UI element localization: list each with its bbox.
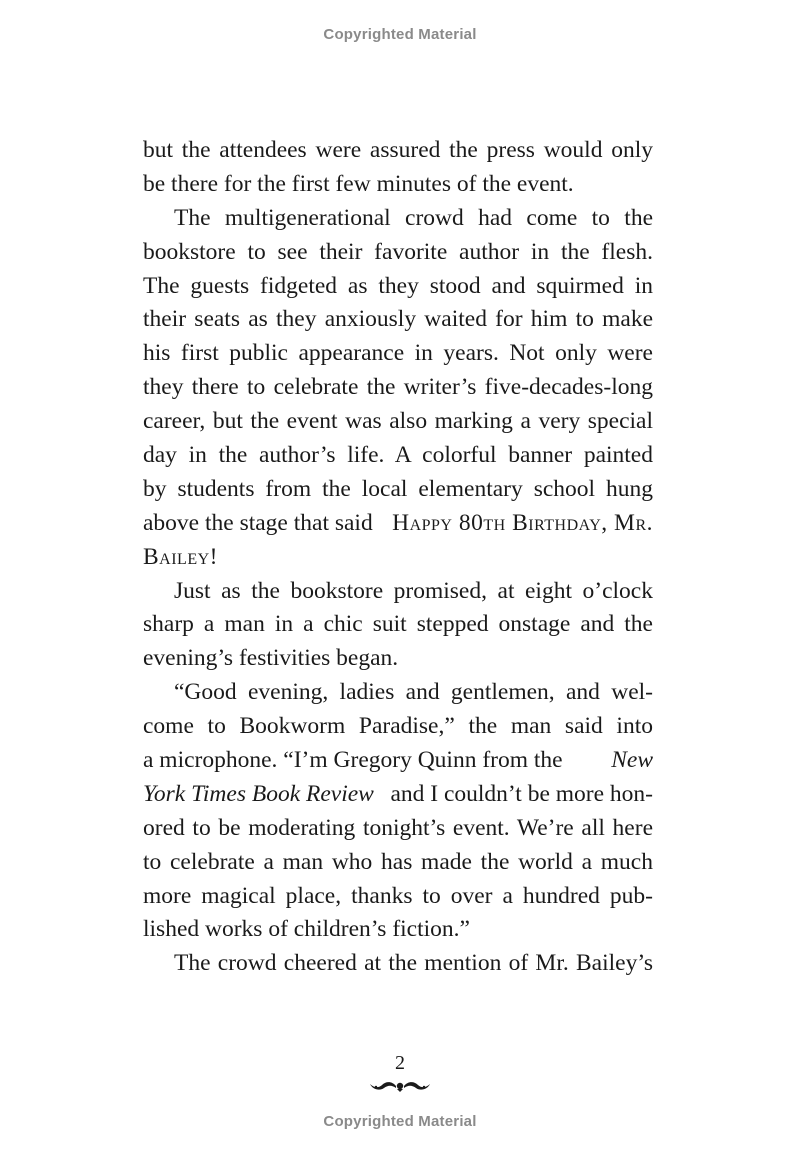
text-line: but the attendees were assured the press would only bbox=[143, 137, 653, 163]
banner-text: Happy 80th Birthday, Mr. bbox=[392, 509, 653, 536]
line-lead-text: a microphone. “I’m Gregory Quinn from the bbox=[143, 747, 563, 774]
text-line-with-title bbox=[143, 744, 653, 778]
text-line: more magical place, thanks to over a hundred pub- bbox=[143, 882, 653, 909]
text-line: they there to celebrate the writer’s five-decades-long bbox=[143, 374, 653, 401]
text-line: by students from the local elementary school hung bbox=[143, 475, 653, 502]
copyright-watermark-top: Copyrighted Material bbox=[323, 26, 477, 43]
text-line: The multigenerational crowd had come to the bbox=[174, 204, 653, 231]
text-line: “Good evening, ladies and gentlemen, and wel- bbox=[174, 679, 653, 706]
text-line: evening’s festivities began. bbox=[143, 645, 399, 672]
text-line: their seats as they anxiously waited for him to make bbox=[143, 306, 653, 333]
text-line: be there for the first few minutes of the event. bbox=[143, 170, 574, 197]
banner-text-end: Bailey bbox=[143, 543, 210, 570]
text-line: Just as the bookstore promised, at eight o’clock bbox=[174, 577, 653, 604]
text-line: to celebrate a man who has made the world a much bbox=[143, 848, 653, 875]
text-line-banner bbox=[143, 507, 653, 541]
text-line: The guests fidgeted as they stood and squirmed in bbox=[143, 272, 653, 299]
text-line-banner-end bbox=[143, 541, 653, 575]
banner-lead-text: above the stage that said bbox=[143, 509, 373, 536]
text-line: The crowd cheered at the mention of Mr. Bailey’s bbox=[174, 950, 653, 977]
copyright-watermark-bottom: Copyrighted Material bbox=[323, 1113, 477, 1130]
text-line: ored to be moderating tonight’s event. We’re all here bbox=[143, 814, 653, 841]
publication-title-start: New bbox=[611, 747, 653, 774]
text-line: bookstore to see their favorite author in the flesh. bbox=[143, 238, 653, 265]
text-line: career, but the event was also marking a very special bbox=[143, 408, 653, 435]
line-tail-text: and I couldn’t be more hon- bbox=[390, 780, 653, 807]
text-line: day in the author’s life. A colorful banner painted bbox=[143, 442, 653, 469]
banner-exclamation: ! bbox=[209, 543, 218, 570]
page-number: 2 bbox=[395, 1052, 405, 1074]
text-line: lished works of children’s fiction.” bbox=[143, 916, 470, 943]
publication-title-end: York Times Book Review bbox=[143, 780, 374, 807]
text-line: sharp a man in a chic suit stepped onstage and the bbox=[143, 611, 653, 638]
body-text bbox=[143, 134, 653, 981]
text-line: come to Bookworm Paradise,” the man said into bbox=[143, 713, 653, 740]
text-line-with-title bbox=[143, 778, 653, 812]
scroll-ornament-icon bbox=[366, 1079, 434, 1093]
text-line: his first public appearance in years. Not only were bbox=[143, 340, 653, 367]
